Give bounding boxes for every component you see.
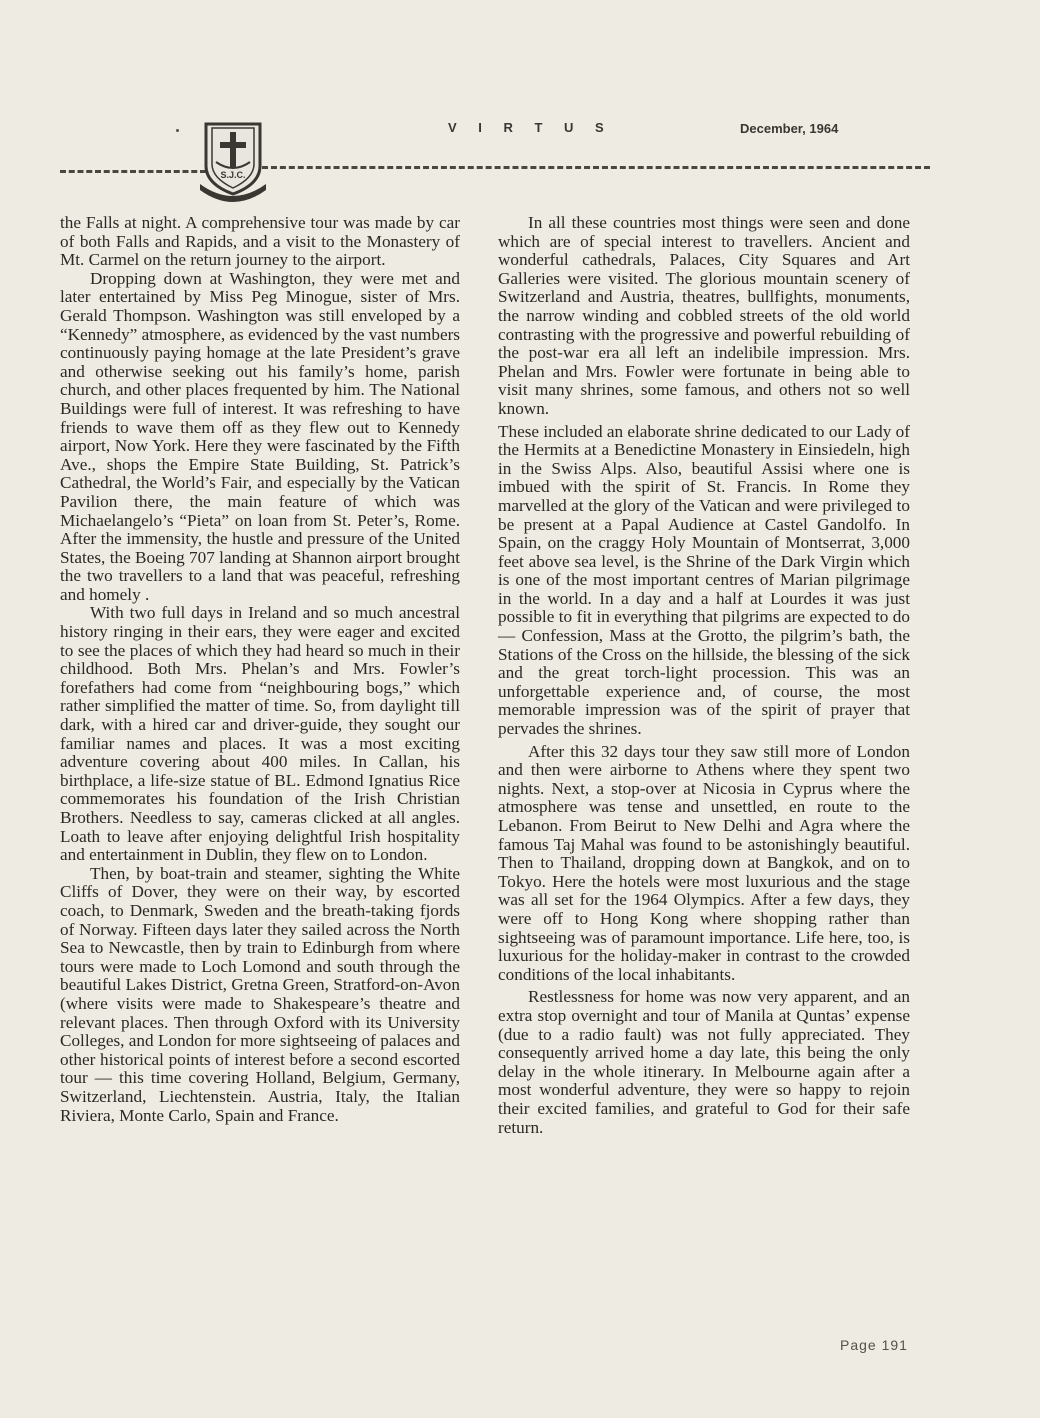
- header-rule-left: [60, 170, 206, 173]
- magazine-title: V I R T U S: [448, 120, 613, 135]
- left-column: [60, 214, 460, 1125]
- header-dot: [176, 129, 179, 132]
- page-number: Page 191: [840, 1337, 908, 1353]
- paragraph: the Falls at night. A comprehensive tour was made by car of both Falls and Rapids, and a visit to the Monastery of Mt. Carmel on the return journey to the airport.: [60, 213, 460, 270]
- svg-text:S.J.C.: S.J.C.: [220, 170, 246, 180]
- header-rule-right: [262, 166, 930, 169]
- paragraph: These included an elaborate shrine dedicated to our Lady of the Hermits at a Benedictine Monastery in Einsiedeln, high in the Swiss Alps. Also, beautiful Assisi where one is imbued with the spirit of St. Francis. In Rome they marvelled at the glory of the Vatican and were privileged to be present at a Papal Audience at Castel Gandolfo. In Spain, on the craggy Holy Mountain of Montserrat, 3,000 feet above sea level, is the Shrine of the Dark Virgin which is one of the most important centres of Marian pilgrimage in the world. In a day and a half at Lourdes it was just possible to fit in everything that pilgrims are expected to do — Confession, Mass at the Grotto, the pilgrim’s bath, the Stations of the Cross on the hillside, the blessing of the sick and the great torch-light procession. This was an unforgettable experience and, of course, the most memorable impression was of the spirit of prayer that pervades the shrines.: [498, 421, 910, 739]
- paragraph: Restlessness for home was now very apparent, and an extra stop overnight and tour of Manila at Quntas’ expense (due to a radio fault) was not fully appreciated. They consequently arrived home a day late, this being the only delay in the whole itinerary. In Melbourne again after a most wonderful adventure, they were so happy to rejoin their excited families, and grateful to God for their safe return.: [498, 987, 910, 1137]
- school-crest-logo: [196, 118, 270, 202]
- paragraph: Dropping down at Washington, they were met and later entertained by Miss Peg Minogue, sister of Mrs. Gerald Thompson. Washington was still enveloped by a “Kennedy” atmosphere, as evidenced by the vast numbers continuously paying homage at the late President’s grave and otherwise seeking out his family’s home, parish church, and other places frequented by him. The National Buildings were full of interest. It was refreshing to have friends to wave them off as they flew out to Kennedy airport, Now York. Here they were fascinated by the Fifth Ave., shops the Empire State Building, St. Patrick’s Cathedral, the World’s Fair, and especially by the Vatican Pavilion there, the main feature of which was Michaelangelo’s “Pieta” on loan from St. Peter’s, Rome. After the immensity, the hustle and pressure of the United States, the Boeing 707 landing at Shannon airport brought the two travellers to a land that was peaceful, refreshing and homely .: [60, 268, 460, 604]
- right-column: [498, 214, 910, 1137]
- paragraph: In all these countries most things were seen and done which are of special interest to travellers. Ancient and wonderful cathedrals, Palaces, City Squares and Art Galleries were visited. The glorious mountain scenery of Switzerland and Austria, theatres, bullfights, monuments, the narrow winding and cobbled streets of the old world contrasting with the progressive and powerful rebuilding of the post-war era all left an indelibile impression. Mrs. Phelan and Mrs. Fowler were fortunate in being able to visit many shrines, some famous, and others not so well known.: [498, 213, 910, 418]
- issue-date: December, 1964: [740, 121, 839, 136]
- paragraph: With two full days in Ireland and so much ancestral history ringing in their ears, they were eager and excited to see the places of which they had heard so much in their childhood. Both Mrs. Phelan’s and Mrs. Fowler’s forefathers had come from “neighbouring bogs,” which rather simplified the matter of time. So, from daylight till dark, with a hired car and driver-guide, they sought our familiar names and places. It was a most exciting adventure covering about 400 miles. In Callan, his birthplace, a life-size statue of BL. Edmond Ignatius Rice commemorates his foundation of the Irish Christian Brothers. Needless to say, cameras clicked at all angles. Loath to leave after enjoying delightful Irish hospitality and entertainment in Dublin, they flew on to London.: [60, 603, 460, 865]
- paragraph: Then, by boat-train and steamer, sighting the White Cliffs of Dover, they were on their way, by escorted coach, to Denmark, Sweden and the breath-taking fjords of Norway. Fifteen days later they sailed across the North Sea to Newcastle, then by train to Edinburgh from where tours were made to Loch Lomond and south through the beautiful Lakes District, Gretna Green, Stratford-on-Avon (where visits were made to Shakespeare’s theatre and relevant places. Then through Oxford with its University Colleges, and London for more sightseeing of palaces and other historical points of interest before a second escorted tour — this time covering Holland, Belgium, Germany, Switzerland, Liechtenstein. Austria, Italy, the Italian Riviera, Monte Carlo, Spain and France.: [60, 863, 460, 1125]
- paragraph: After this 32 days tour they saw still more of London and then were airborne to Athens where they spent two nights. Next, a stop-over at Nicosia in Cyprus where the atmosphere was tense and unsettled, en route to the Lebanon. From Beirut to New Delhi and Agra where the famous Taj Mahal was found to be astonishingly beautiful. Then to Thailand, dropping down at Bangkok, and on to Tokyo. Here the hotels were most luxurious and the stage was all set for the 1964 Olympics. After a few days, they were off to Hong Kong where shopping rather than sightseeing was of paramount importance. Life here, too, is luxurious for the holiday-maker in contrast to the crowded conditions of the local inhabitants.: [498, 741, 910, 984]
